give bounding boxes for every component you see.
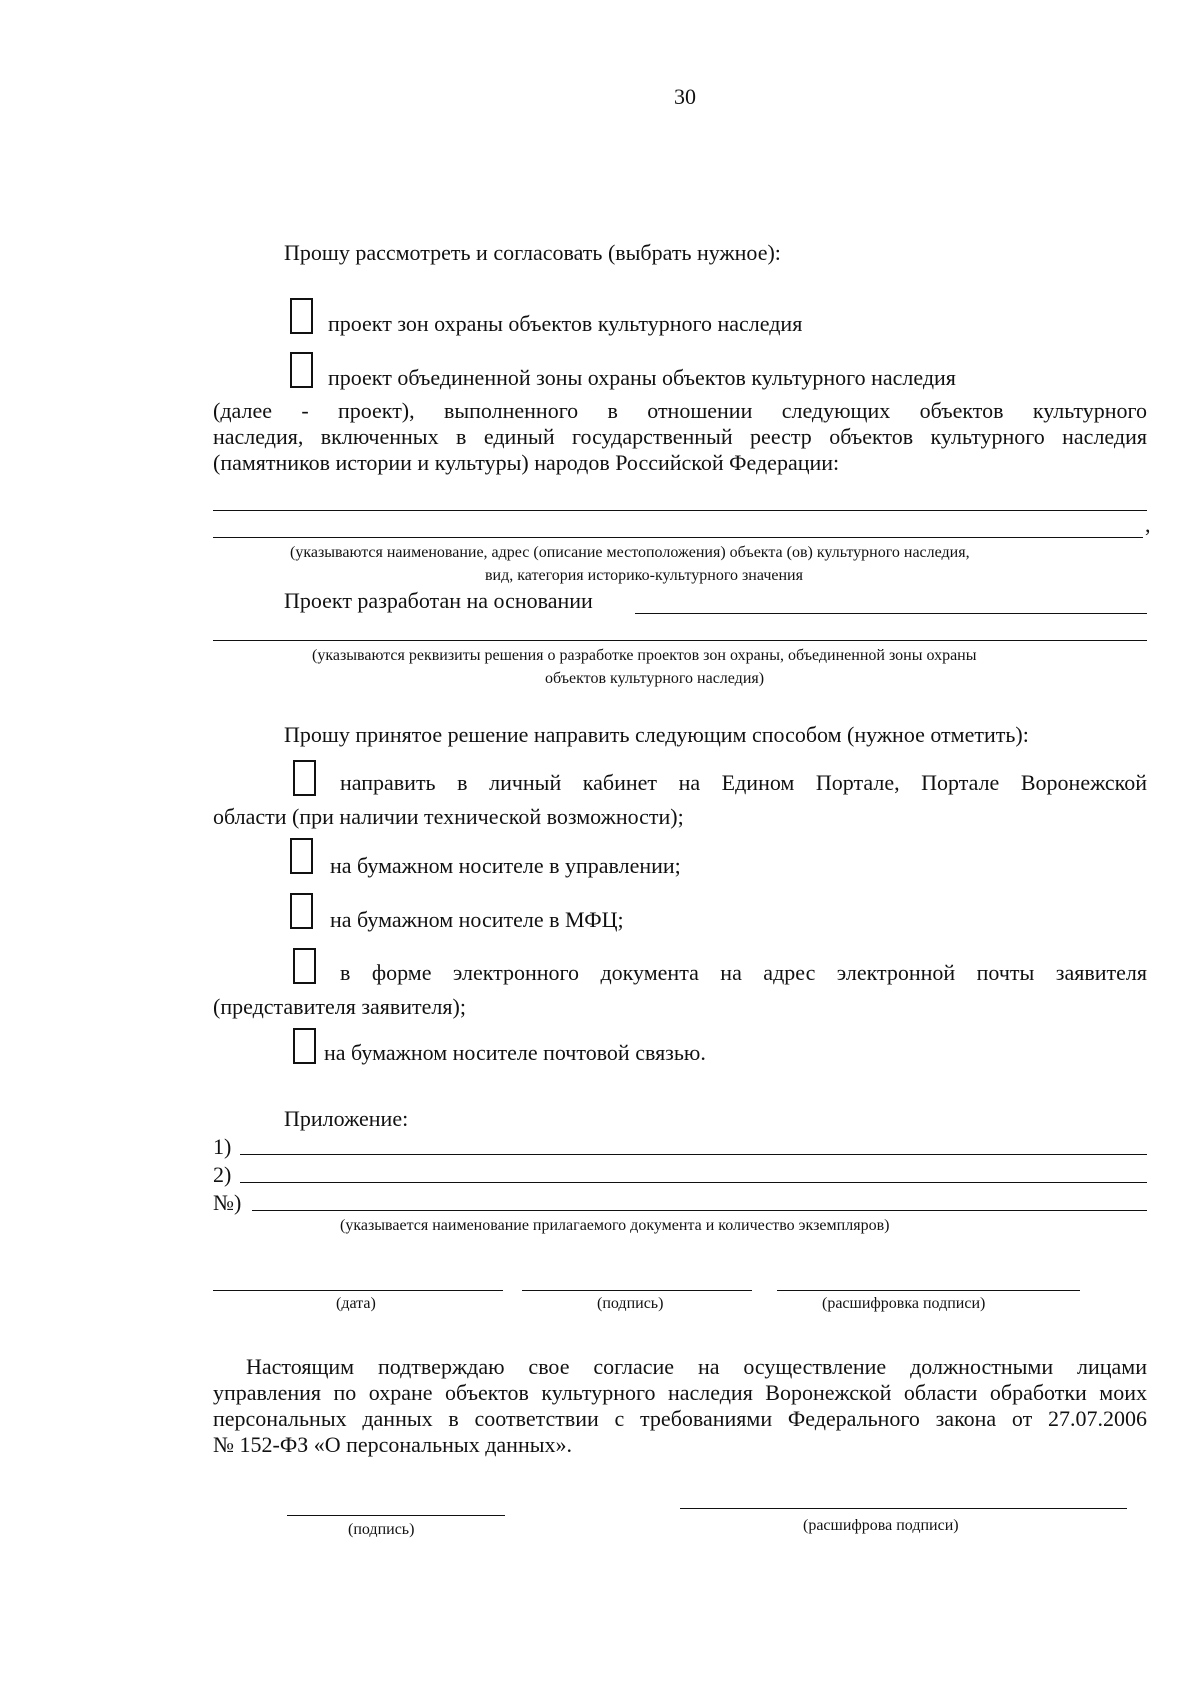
delivery-office-label: на бумажном носителе в управлении; (330, 853, 681, 878)
delivery-post-label: на бумажном носителе почтовой связью. (324, 1040, 706, 1065)
basis-line-1[interactable] (635, 613, 1147, 614)
decoding-line[interactable] (777, 1290, 1080, 1291)
delivery-mfc-label: на бумажном носителе в МФЦ; (330, 907, 624, 932)
basis-line-2[interactable] (213, 640, 1147, 641)
objects-caption-line-1: (указываются наименование, адрес (описание местоположения) объекта (ов) культурного наследия, (290, 544, 970, 561)
delivery-portal-label-2: области (при наличии технической возможности); (213, 804, 684, 829)
basis-caption-line-1: (указываются реквизиты решения о разработке проектов зон охраны, объединенной зоны охраны (312, 647, 977, 664)
consent-signature-caption: (подпись) (348, 1521, 415, 1538)
zone-project-label: проект зон охраны объектов культурного наследия (328, 311, 803, 336)
attachment-item-2-line[interactable] (240, 1182, 1147, 1183)
attachment-item-1-number: 1) (213, 1134, 232, 1159)
attachment-item-n-line[interactable] (252, 1210, 1147, 1211)
delivery-email-checkbox[interactable] (293, 948, 316, 984)
united-zone-project-label: проект объединенной зоны охраны объектов культурного наследия (328, 365, 956, 390)
attachments-caption: (указывается наименование прилагаемого документа и количество экземпляров) (340, 1217, 890, 1234)
page-number: 30 (674, 84, 696, 109)
basis-caption-line-2: объектов культурного наследия) (545, 670, 765, 687)
delivery-email-label-1: в форме электронного документа на адрес электронной почты заявителя (340, 960, 1147, 985)
objects-caption-line-2: вид, категория историко-культурного значения (485, 567, 803, 584)
delivery-office-checkbox[interactable] (290, 838, 313, 874)
objects-line-1[interactable] (213, 510, 1147, 511)
request-para-line-1: (далее - проект), выполненного в отношении следующих объектов культурного (213, 398, 1147, 423)
delivery-portal-label-1: направить в личный кабинет на Едином Портале, Портале Воронежской (340, 770, 1147, 795)
consent-line-3: персональных данных в соответствии с требованиями Федерального закона от 27.07.2006 (213, 1406, 1147, 1431)
date-line[interactable] (213, 1290, 503, 1291)
request-para-line-3: (памятников истории и культуры) народов Российской Федерации: (213, 450, 840, 475)
signature-line[interactable] (522, 1290, 752, 1291)
attachment-item-1-line[interactable] (240, 1154, 1147, 1155)
date-caption: (дата) (336, 1295, 376, 1312)
objects-line-2[interactable] (213, 537, 1143, 538)
attachments-heading: Приложение: (284, 1106, 409, 1131)
attachment-item-2-number: 2) (213, 1162, 232, 1187)
consent-line-1: Настоящим подтверждаю свое согласие на осуществление должностными лицами (246, 1354, 1147, 1379)
attachment-item-n-number: №) (213, 1190, 242, 1215)
basis-label: Проект разработан на основании (284, 588, 593, 613)
consent-line-4: № 152-ФЗ «О персональных данных». (213, 1432, 572, 1457)
consent-signature-line[interactable] (287, 1515, 505, 1516)
consent-decoding-line[interactable] (680, 1508, 1127, 1509)
delivery-portal-checkbox[interactable] (293, 760, 316, 796)
consent-decoding-caption: (расшифрова подписи) (803, 1517, 959, 1534)
delivery-mfc-checkbox[interactable] (290, 893, 313, 929)
signature-caption: (подпись) (597, 1295, 664, 1312)
zone-project-checkbox[interactable] (290, 298, 313, 334)
request-para-line-2: наследия, включенных в единый государственный реестр объектов культурного наследия (213, 424, 1147, 449)
request-heading: Прошу рассмотреть и согласовать (выбрать нужное): (284, 240, 781, 265)
consent-line-2: управления по охране объектов культурного наследия Воронежской области обработки моих (213, 1380, 1147, 1405)
objects-line-comma: , (1145, 512, 1151, 537)
delivery-heading: Прошу принятое решение направить следующим способом (нужное отметить): (284, 722, 1029, 747)
decoding-caption: (расшифровка подписи) (822, 1295, 986, 1312)
delivery-email-label-2: (представителя заявителя); (213, 994, 466, 1019)
united-zone-project-checkbox[interactable] (290, 352, 313, 388)
delivery-post-checkbox[interactable] (293, 1028, 316, 1064)
